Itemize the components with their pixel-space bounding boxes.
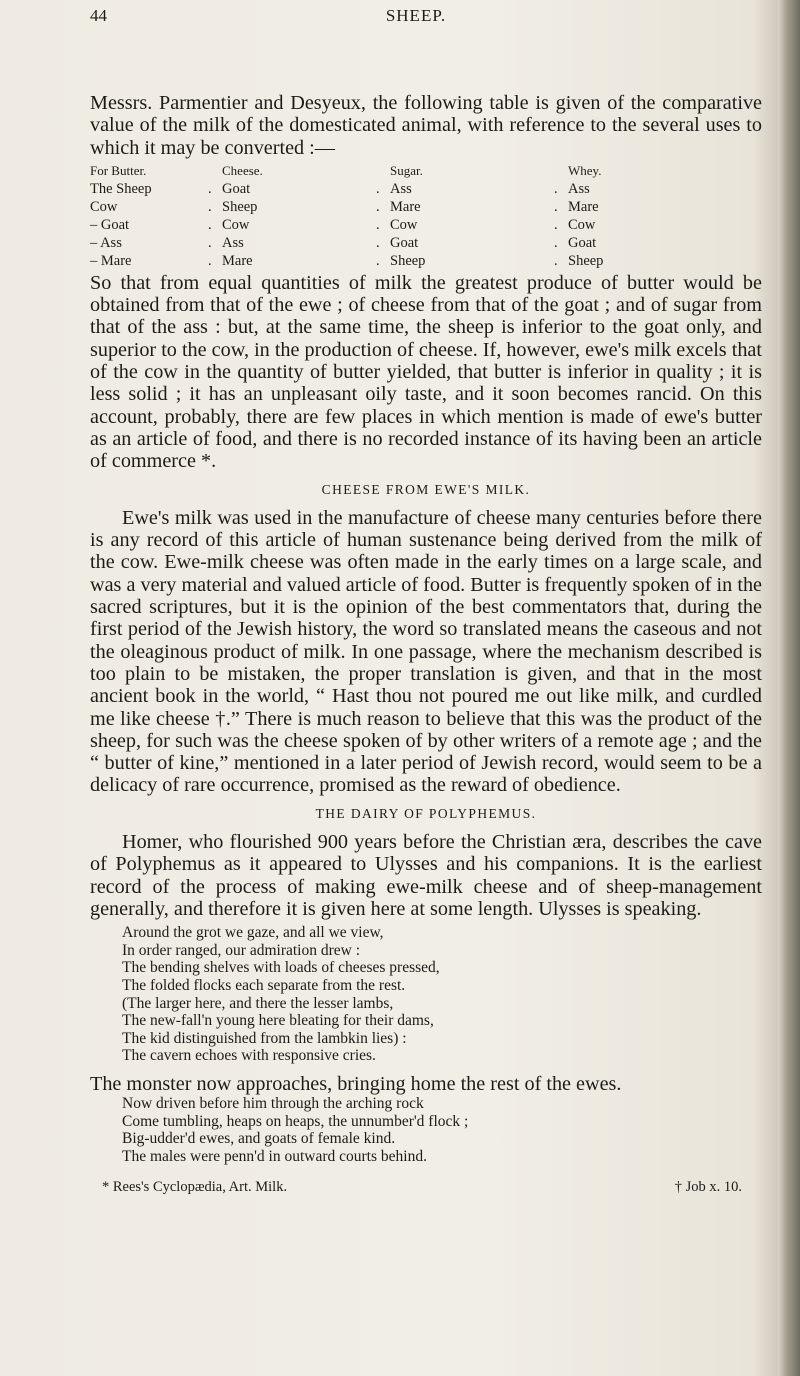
poem-line: Come tumbling, heaps on heaps, the unnumber'd flock ; bbox=[122, 1112, 469, 1130]
table-cell: . Ass bbox=[208, 234, 244, 251]
table-cell: . Goat bbox=[554, 234, 597, 251]
table-cell: – Mare bbox=[90, 252, 132, 269]
poem-line: Big-udder'd ewes, and goats of female kind. bbox=[122, 1130, 396, 1148]
table-row bbox=[90, 180, 730, 198]
poem-excerpt-1 bbox=[122, 924, 762, 1065]
table-header: Cheese. bbox=[222, 162, 263, 178]
table-cell: . Mare bbox=[554, 198, 599, 215]
table-cell: . Sheep bbox=[554, 252, 604, 269]
table-row bbox=[90, 216, 730, 234]
poem-excerpt-2 bbox=[122, 1095, 762, 1165]
page-header bbox=[90, 6, 742, 32]
table-cell: . Goat bbox=[376, 234, 419, 251]
paragraph-monster: The monster now approaches, bringing home the rest of the ewes. bbox=[90, 1072, 622, 1095]
table-header-row bbox=[90, 162, 730, 180]
table-cell: – Ass bbox=[90, 234, 122, 251]
table-cell: . Mare bbox=[376, 198, 421, 215]
table-cell: . Cow bbox=[554, 216, 596, 233]
page-number: 44 bbox=[90, 6, 107, 25]
poem-line: Around the grot we gaze, and all we view, bbox=[122, 924, 384, 942]
table-row bbox=[90, 252, 730, 270]
paragraph-homer: Homer, who flourished 900 years before the Christian æra, describes the cave of Polyphemus as it appeared to Ulysses and his companions. It is the earliest record of the process of making ewe-milk cheese and of sheep-management generally, and therefore it is given here at some length. Ulysses is speaking. bbox=[90, 831, 762, 920]
section-heading-cheese: CHEESE FROM EWE'S MILK. bbox=[321, 481, 531, 497]
paragraph-butter: So that from equal quantities of milk the greatest produce of butter would be obtained from that of the ewe ; of cheese from that of the goat ; and of sugar from that of the ass : but, at the same time, the sheep is inferior to the goat only, and superior to the cow, in the production of cheese. If, however, ewe's milk excels that of the cow in the quantity of butter yielded, that butter is inferior in quality ; it is less solid ; it has an unpleasant oily taste, and it soon becomes rancid. On this account, probably, there are few places in which mention is made of ewe's butter as an article of food, and there is no recorded instance of its having been an article of commerce *. bbox=[90, 271, 762, 473]
footnotes bbox=[90, 1176, 762, 1196]
table-row bbox=[90, 234, 730, 252]
poem-line: The new-fall'n young here bleating for their dams, bbox=[122, 1012, 434, 1030]
table-cell: . Goat bbox=[208, 180, 251, 197]
table-cell: . Ass bbox=[376, 180, 412, 197]
poem-line: The folded flocks each separate from the rest. bbox=[122, 976, 406, 994]
poem-line: Now driven before him through the arching rock bbox=[122, 1095, 424, 1113]
table-cell: . Sheep bbox=[208, 198, 258, 215]
footnote-rees: * Rees's Cyclopædia, Art. Milk. bbox=[102, 1178, 288, 1195]
table-header: Whey. bbox=[568, 162, 602, 178]
table-cell: . Cow bbox=[376, 216, 418, 233]
table-cell: Cow bbox=[90, 198, 118, 215]
table-header: For Butter. bbox=[90, 162, 147, 178]
poem-line: The bending shelves with loads of cheeses pressed, bbox=[122, 959, 440, 977]
table-header: Sugar. bbox=[390, 162, 423, 178]
table-cell: . Cow bbox=[208, 216, 250, 233]
intro-paragraph: Messrs. Parmentier and Desyeux, the following table is given of the comparative value of the milk of the domesticated animal, with reference to the several uses to which it may be converted :— bbox=[90, 92, 762, 159]
poem-line: In order ranged, our admiration drew : bbox=[122, 941, 361, 959]
running-head: SHEEP. bbox=[385, 6, 447, 25]
page-edge-shadow bbox=[778, 0, 800, 1376]
table-cell: The Sheep bbox=[90, 180, 152, 197]
poem-line: (The larger here, and there the lesser lambs, bbox=[122, 994, 394, 1012]
poem-line: The cavern echoes with responsive cries. bbox=[122, 1047, 376, 1065]
table-cell: . Sheep bbox=[376, 252, 426, 269]
milk-comparison-table bbox=[90, 162, 730, 270]
footnote-job: † Job x. 10. bbox=[674, 1178, 742, 1195]
table-row bbox=[90, 198, 730, 216]
section-heading-polyphemus: THE DAIRY OF POLYPHEMUS. bbox=[315, 805, 537, 821]
table-cell: – Goat bbox=[90, 216, 130, 233]
table-cell: . Ass bbox=[554, 180, 590, 197]
poem-line: The males were penn'd in outward courts behind. bbox=[122, 1148, 427, 1166]
poem-line: The kid distinguished from the lambkin lies) : bbox=[122, 1029, 407, 1047]
page-body bbox=[90, 92, 762, 1196]
table-cell: . Mare bbox=[208, 252, 253, 269]
paragraph-cheese: Ewe's milk was used in the manufacture of cheese many centuries before there is any record of this article of human sustenance being derived from the milk of the cow. Ewe-milk cheese was often made in the early times on a large scale, and was a very material and valued article of food. Butter is frequently spoken of in the sacred scriptures, but it is the opinion of the best commentators that, during the first period of the Jewish history, the word so translated means the caseous and not the oleaginous product of milk. In one passage, where the mechanism described is too plain to be mistaken, the proper translation is given, and that in the most ancient book in the world, “ Hast thou not poured me out like milk, and curdled me like cheese †.” There is much reason to believe that this was the product of the sheep, for such was the cheese spoken of by other writers of a remote age ; and the “ butter of kine,” mentioned in a later period of Jewish record, would seem to be a delicacy of rare occurrence, promised as the reward of obedience. bbox=[90, 506, 762, 797]
